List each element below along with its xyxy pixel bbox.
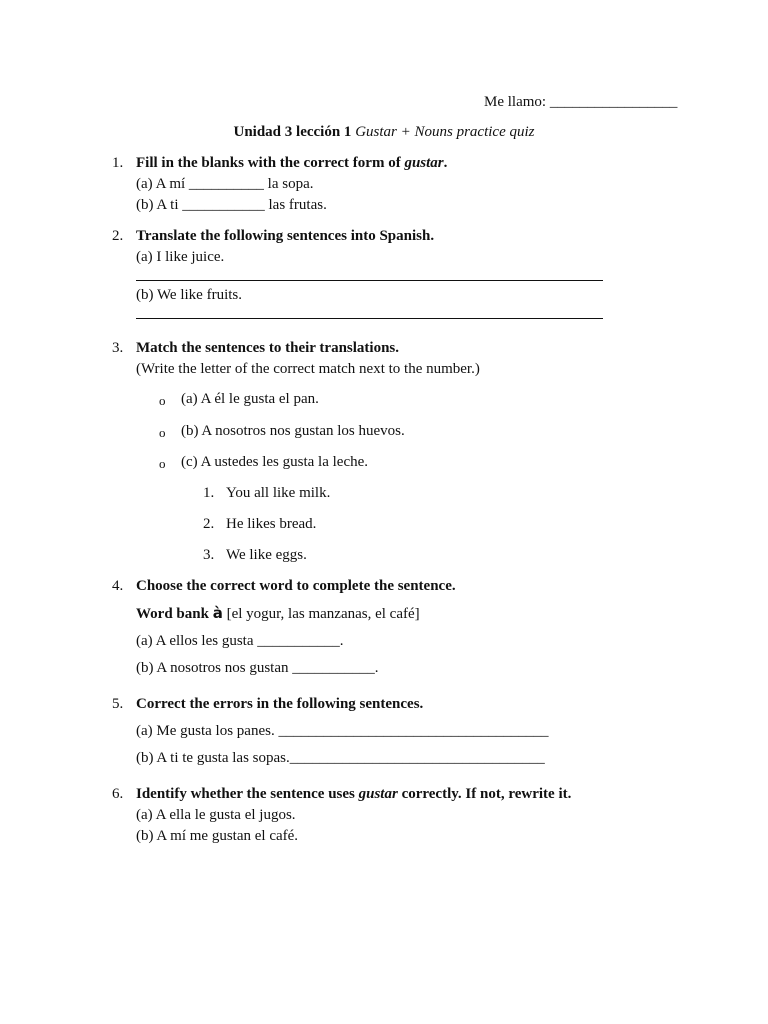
translation-1: You all like milk. — [226, 485, 331, 501]
question-number: 2. — [112, 228, 124, 244]
question-instruction: (Write the letter of the correct match next to the number.) — [136, 361, 480, 377]
match-option-c: (c) A ustedes les gusta la leche. — [181, 454, 369, 470]
question-number: 3. — [112, 340, 124, 356]
item-b: (b) A ti te gusta las sopas.__________________________________ — [136, 750, 545, 766]
word-bank-items: [el yogur, las manzanas, el café] — [226, 606, 420, 622]
bullet-marker: o — [159, 425, 166, 440]
answer-line — [136, 306, 603, 319]
name-field — [484, 92, 677, 113]
translation-number: 2. — [203, 516, 215, 532]
name-label: Me llamo: — [484, 94, 547, 110]
question-number: 6. — [112, 786, 124, 802]
bullet-marker: o — [159, 393, 166, 408]
bullet-marker: o — [159, 456, 166, 471]
heading-suffix: correctly. If not, rewrite it. — [397, 786, 572, 802]
question-heading: Choose the correct word to complete the sentence. — [136, 578, 456, 594]
word-bank-label: Word bank — [136, 606, 209, 622]
item-b: (b) A ti ___________ las frutas. — [136, 197, 327, 213]
answer-line — [136, 268, 603, 281]
title-subtitle: Gustar + Nouns practice quiz — [355, 124, 535, 140]
title-unit: Unidad 3 lección 1 — [233, 124, 352, 140]
item-a: (a) A mí __________ la sopa. — [136, 176, 314, 192]
word-bank — [136, 603, 456, 625]
item-b: (b) A nosotros nos gustan ___________. — [136, 660, 379, 676]
heading-text: Fill in the blanks with the correct form of — [136, 155, 405, 171]
heading-italic: gustar — [404, 155, 444, 171]
item-a: (a) Me gusta los panes. ____________________________________ — [136, 723, 549, 739]
heading-italic: gustar — [358, 786, 398, 802]
item-a: (a) I like juice. — [136, 249, 225, 265]
question-heading — [136, 153, 447, 174]
question-heading: Correct the errors in the following sentences. — [136, 696, 424, 712]
match-option-a: (a) A él le gusta el pan. — [181, 391, 319, 407]
question-heading: Translate the following sentences into Spanish. — [136, 228, 435, 244]
heading-suffix: . — [443, 155, 448, 171]
page-title — [0, 122, 768, 143]
item-b: (b) A mí me gustan el café. — [136, 828, 299, 844]
item-b: (b) We like fruits. — [136, 287, 242, 303]
question-heading: Match the sentences to their translations. — [136, 340, 400, 356]
translation-number: 1. — [203, 485, 215, 501]
question-heading — [136, 784, 571, 805]
translation-number: 3. — [203, 547, 215, 563]
translation-3: We like eggs. — [226, 547, 307, 563]
name-blank: _________________ — [549, 94, 678, 110]
question-number: 4. — [112, 578, 124, 594]
question-number: 1. — [112, 155, 124, 171]
arrow-icon: à — [212, 604, 223, 622]
match-option-b: (b) A nosotros nos gustan los huevos. — [181, 423, 405, 439]
translation-2: He likes bread. — [226, 516, 317, 532]
question-number: 5. — [112, 696, 124, 712]
item-a: (a) A ella le gusta el jugos. — [136, 807, 296, 823]
item-a: (a) A ellos les gusta ___________. — [136, 633, 344, 649]
heading-text: Identify whether the sentence uses — [136, 786, 359, 802]
